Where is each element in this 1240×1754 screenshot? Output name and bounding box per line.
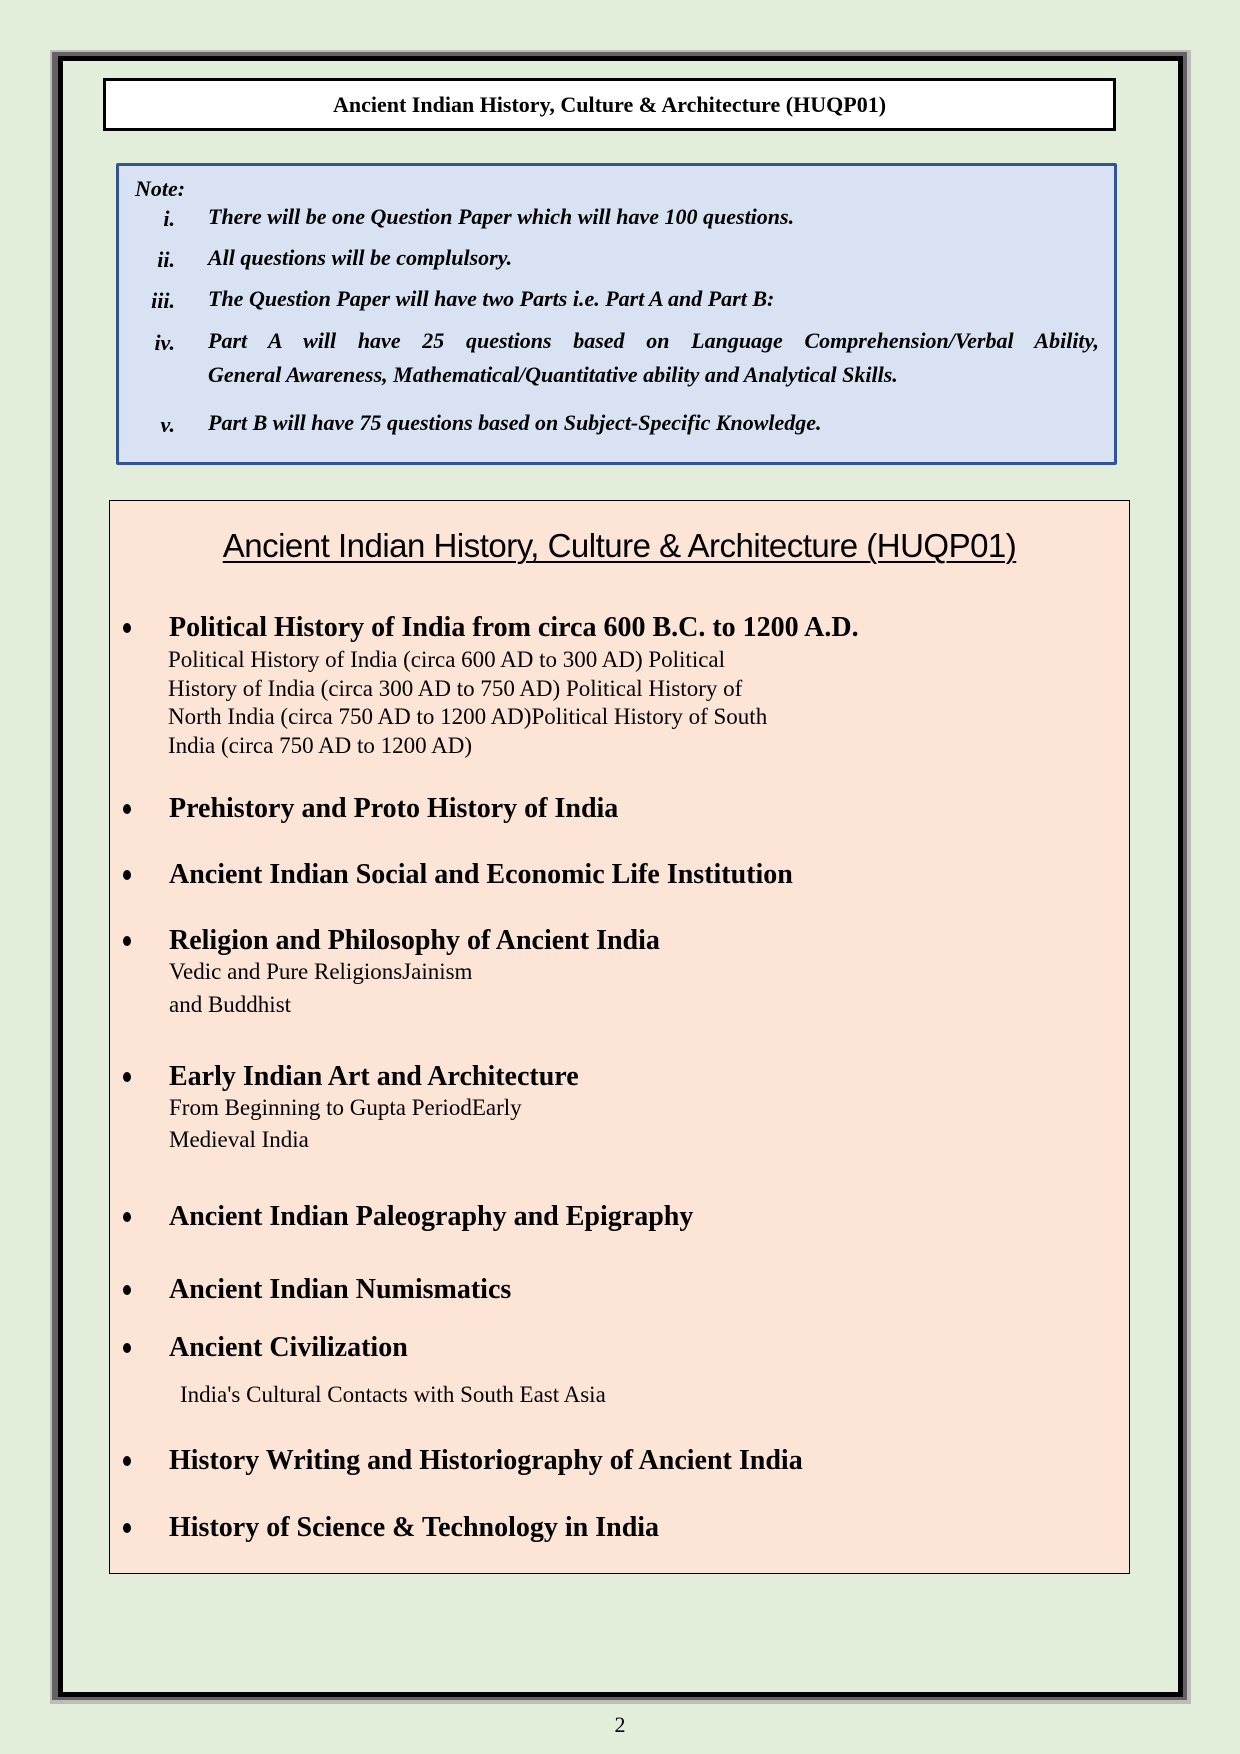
syllabus-box bbox=[109, 500, 1130, 1574]
bullet-icon bbox=[123, 936, 131, 946]
topic-heading: Ancient Indian Numismatics bbox=[169, 1274, 512, 1305]
topic-detail: India (circa 750 AD to 1200 AD) bbox=[168, 733, 473, 758]
note-box bbox=[116, 163, 1117, 465]
note-item-number: iii. bbox=[151, 288, 175, 313]
bullet-icon bbox=[123, 623, 131, 633]
document-title: Ancient Indian History, Culture & Architecture (HUQP01) bbox=[332, 91, 887, 117]
bullet-icon bbox=[123, 1456, 131, 1466]
bullet-icon bbox=[123, 1072, 131, 1082]
note-item-text: All questions will be complulsory. bbox=[208, 245, 513, 270]
topic-detail: From Beginning to Gupta PeriodEarly bbox=[169, 1095, 522, 1120]
note-item-text: Part B will have 75 questions based on Subject-Specific Knowledge. bbox=[208, 410, 822, 435]
note-item-number: i. bbox=[163, 206, 175, 231]
bullet-icon bbox=[123, 1285, 131, 1295]
topic-heading: Ancient Indian Paleography and Epigraphy bbox=[169, 1201, 694, 1232]
note-item-text: There will be one Question Paper which will have 100 questions. bbox=[208, 204, 795, 229]
note-item-number: v. bbox=[160, 412, 175, 437]
topic-detail: and Buddhist bbox=[169, 992, 292, 1017]
bullet-icon bbox=[123, 1343, 131, 1353]
topic-detail: North India (circa 750 AD to 1200 AD)Political History of South bbox=[168, 704, 768, 729]
note-item-number: iv. bbox=[154, 330, 175, 355]
bullet-icon bbox=[123, 1212, 131, 1222]
topic-heading: Early Indian Art and Architecture bbox=[169, 1061, 579, 1092]
topic-detail: India's Cultural Contacts with South East Asia bbox=[180, 1382, 606, 1407]
note-item-text: Part A will have 25 questions based on Language Comprehension/Verbal Ability, bbox=[208, 328, 1099, 353]
topic-heading: History Writing and Historiography of Ancient India bbox=[169, 1445, 803, 1476]
topic-heading: Ancient Indian Social and Economic Life Institution bbox=[169, 859, 793, 890]
bullet-icon bbox=[123, 804, 131, 814]
topic-detail: Medieval India bbox=[169, 1127, 309, 1152]
topic-heading: Political History of India from circa 600 B.C. to 1200 A.D. bbox=[169, 612, 859, 643]
bullet-icon bbox=[123, 1523, 131, 1533]
topic-detail: History of India (circa 300 AD to 750 AD) Political History of bbox=[168, 676, 743, 701]
topic-heading: History of Science & Technology in India bbox=[169, 1512, 660, 1543]
note-item-number: ii. bbox=[157, 247, 175, 272]
document-title-box bbox=[103, 78, 1116, 131]
syllabus-title: Ancient Indian History, Culture & Architecture (HUQP01) bbox=[222, 527, 1017, 564]
topic-heading: Ancient Civilization bbox=[169, 1332, 408, 1363]
topic-detail: Vedic and Pure ReligionsJainism bbox=[169, 959, 473, 984]
topic-detail: Political History of India (circa 600 AD to 300 AD) Political bbox=[168, 647, 726, 672]
topic-heading: Prehistory and Proto History of India bbox=[169, 793, 619, 824]
topic-heading: Religion and Philosophy of Ancient India bbox=[169, 925, 660, 956]
note-item-text: The Question Paper will have two Parts i.e. Part A and Part B: bbox=[208, 286, 775, 311]
note-item-text-continued: General Awareness, Mathematical/Quantitative ability and Analytical Skills. bbox=[208, 362, 898, 387]
page-number: 2 bbox=[614, 1712, 626, 1737]
bullet-icon bbox=[123, 870, 131, 880]
note-label: Note: bbox=[135, 176, 186, 201]
